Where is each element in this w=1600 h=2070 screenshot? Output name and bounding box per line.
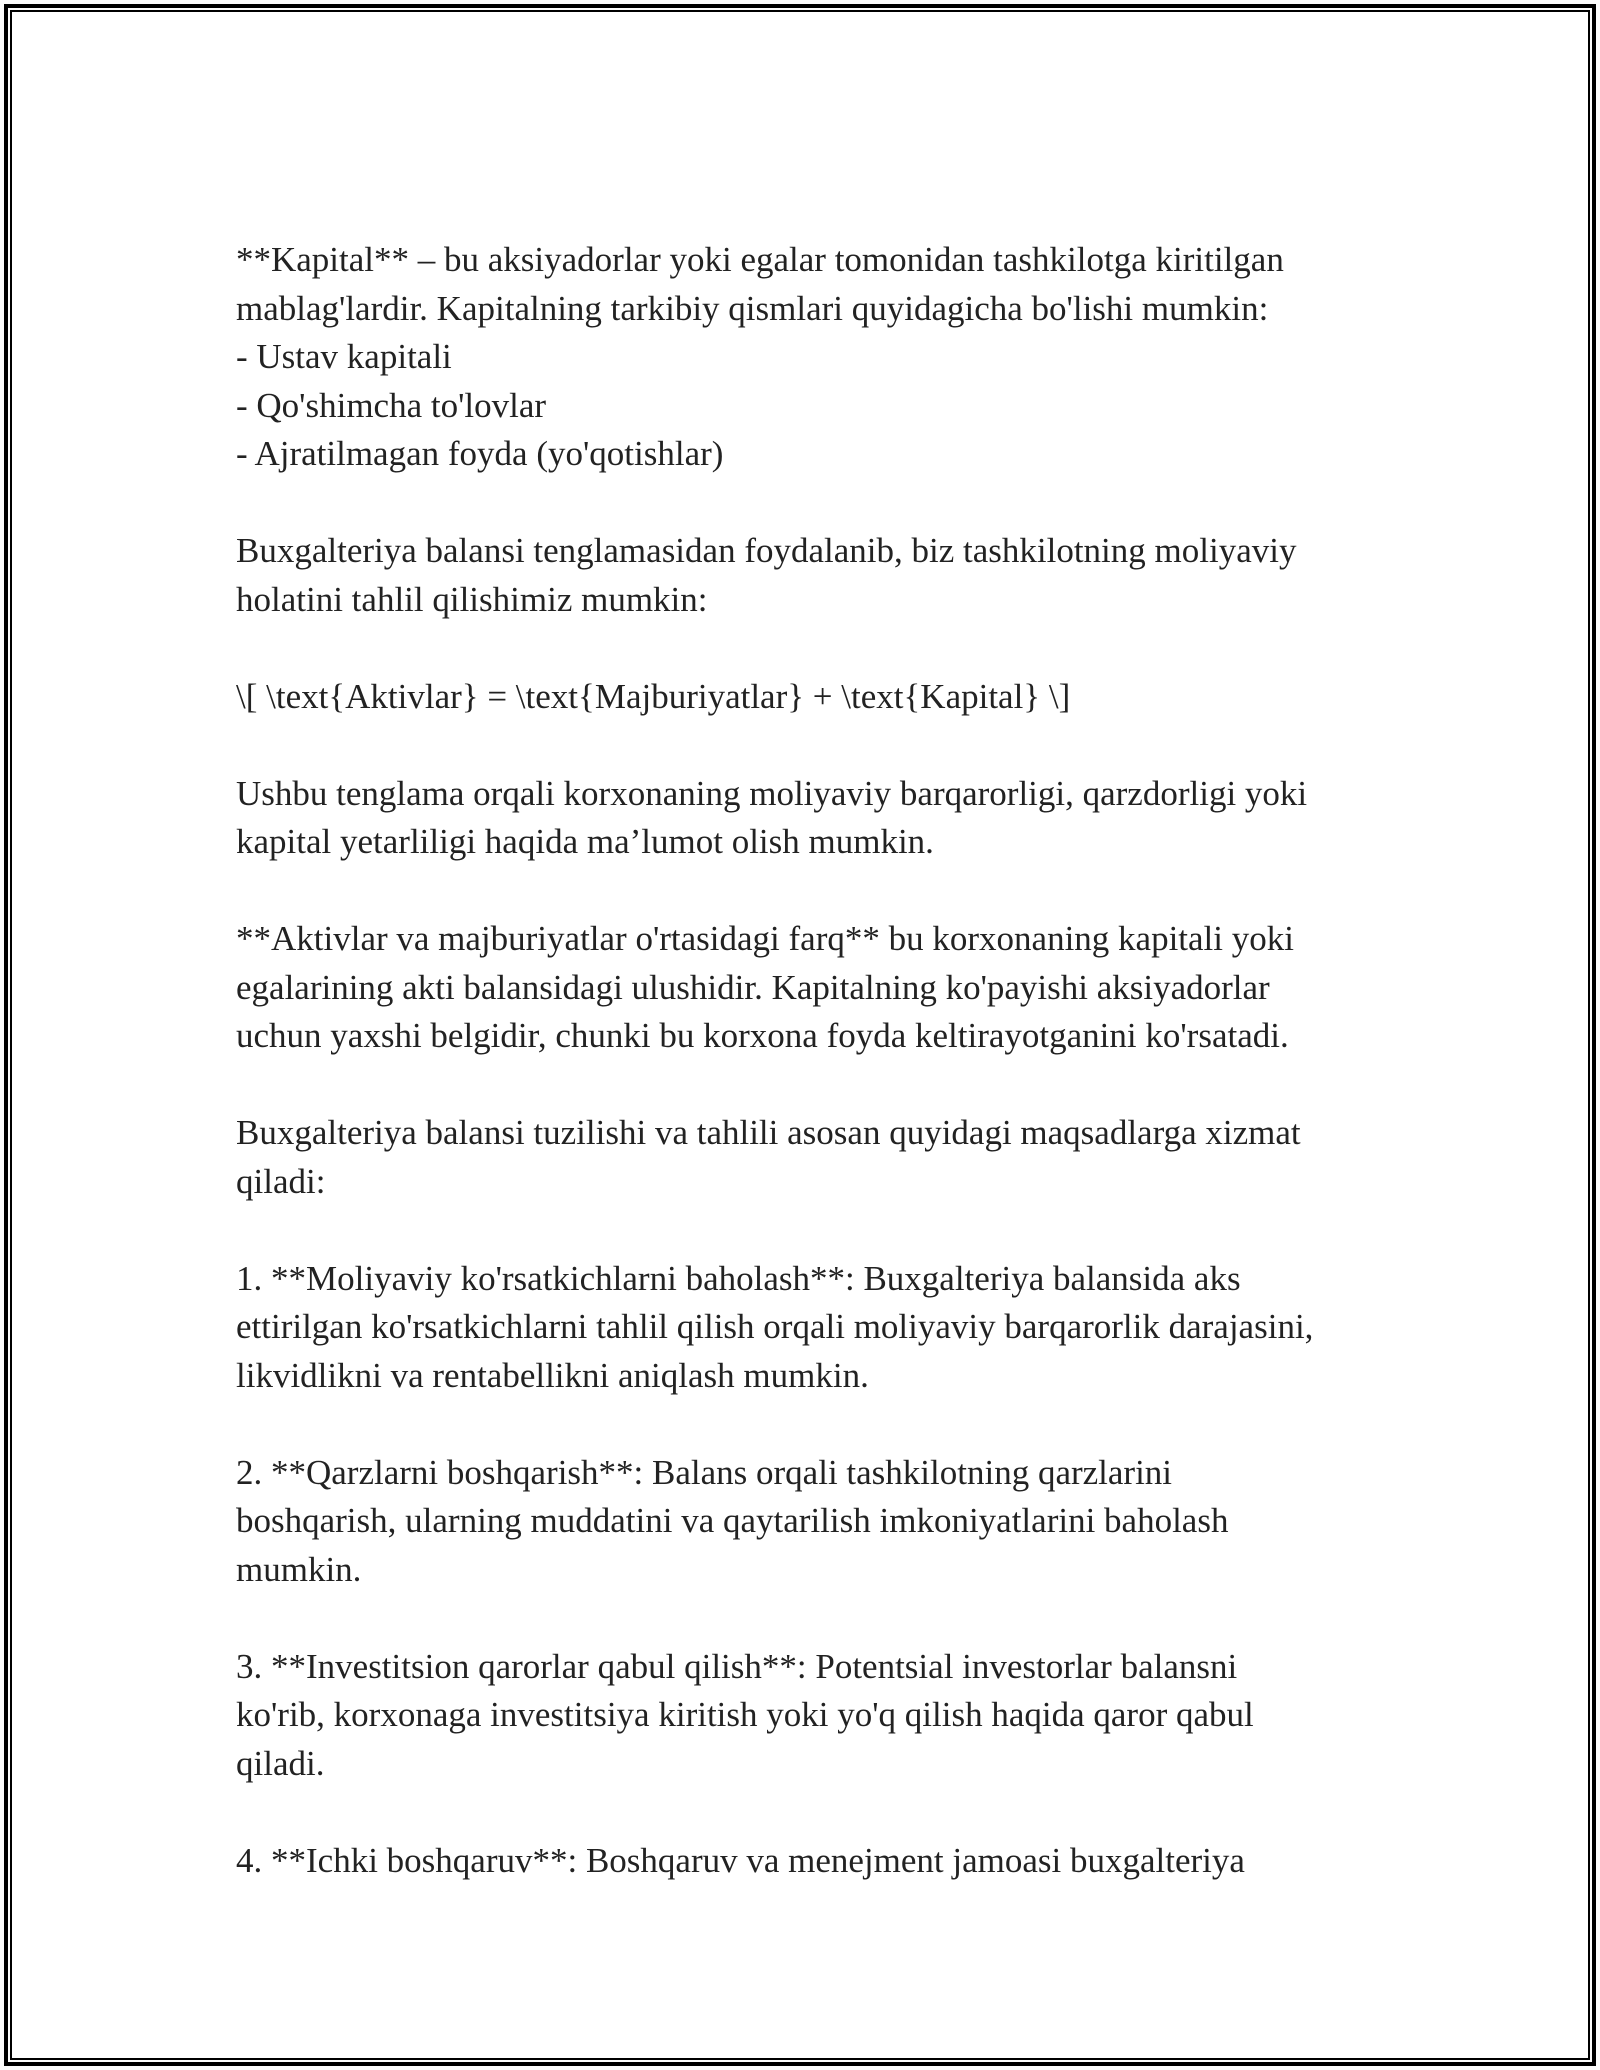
text-line: mablag'lardir. Kapitalning tarkibiy qismlari quyidagicha bo'lishi mumkin: — [236, 288, 1269, 328]
document-body — [236, 236, 1386, 1934]
text-line: uchun yaxshi belgidir, chunki bu korxona foyda keltirayotganini ko'rsatadi. — [236, 1016, 1289, 1055]
numbered-item-4 — [236, 1837, 1386, 1886]
text-line: qiladi: — [236, 1161, 326, 1201]
list-item: - Ajratilmagan foyda (yo'qotishlar) — [236, 434, 724, 473]
numbered-item-2 — [236, 1449, 1386, 1595]
text-line: Ushbu tenglama orqali korxonaning moliyaviy barqarorligi, qarzdorligi yoki — [236, 773, 1308, 813]
equation-text: \[ \text{Aktivlar} = \text{Majburiyatlar} + \text{Kapital} \] — [236, 676, 1071, 716]
text-line: egalarining akti balansidagi ulushidir. Kapitalning ko'payishi aksiyadorlar — [236, 967, 1270, 1007]
text-line: likvidlikni va rentabellikni aniqlash mumkin. — [236, 1355, 869, 1395]
text-line: qiladi. — [236, 1743, 325, 1783]
list-item: - Qo'shimcha to'lovlar — [236, 385, 547, 425]
numbered-item-1 — [236, 1255, 1386, 1401]
text-line: 3. **Investitsion qarorlar qabul qilish**: Potentsial investorlar balansni — [236, 1646, 1238, 1686]
text-line: Buxgalteriya balansi tenglamasidan foydalanib, biz tashkilotning moliyaviy — [236, 531, 1297, 570]
text-line: holatini tahlil qilishimiz mumkin: — [236, 579, 708, 619]
numbered-item-3 — [236, 1643, 1386, 1789]
text-line: mumkin. — [236, 1549, 362, 1589]
equation-block — [236, 673, 1386, 722]
text-line: 4. **Ichki boshqaruv**: Boshqaruv va menejment jamoasi buxgalteriya — [236, 1840, 1245, 1880]
text-line: 1. **Moliyaviy ko'rsatkichlarni baholash**: Buxgalteriya balansida aks — [236, 1258, 1241, 1298]
text-line: Buxgalteriya balansi tuzilishi va tahlili asosan quyidagi maqsadlarga xizmat — [236, 1113, 1301, 1152]
text-line: **Aktivlar va majburiyatlar o'rtasidagi farq** bu korxonaning kapitali yoki — [236, 919, 1294, 958]
text-line: boshqarish, ularning muddatini va qaytarilish imkoniyatlarini baholash — [236, 1501, 1229, 1540]
paragraph-equation-usage — [236, 770, 1386, 867]
list-item: - Ustav kapitali — [236, 337, 452, 376]
text-line: kapital yetarliligi haqida ma’lumot olish mumkin. — [236, 822, 934, 861]
text-line: ettirilgan ko'rsatkichlarni tahlil qilish orqali moliyaviy barqarorlik darajasini, — [236, 1307, 1314, 1346]
text-line: 2. **Qarzlarni boshqarish**: Balans orqali tashkilotning qarzlarini — [236, 1452, 1173, 1492]
paragraph-balance-equation-intro — [236, 527, 1386, 624]
paragraph-balance-purposes — [236, 1109, 1386, 1206]
text-line: ko'rib, korxonaga investitsiya kiritish yoki yo'q qilish haqida qaror qabul — [236, 1695, 1254, 1734]
paragraph-assets-liabilities-difference — [236, 915, 1386, 1061]
text-line: **Kapital** – bu aksiyadorlar yoki egalar tomonidan tashkilotga kiritilgan — [236, 240, 1284, 279]
paragraph-kapital — [236, 236, 1386, 479]
